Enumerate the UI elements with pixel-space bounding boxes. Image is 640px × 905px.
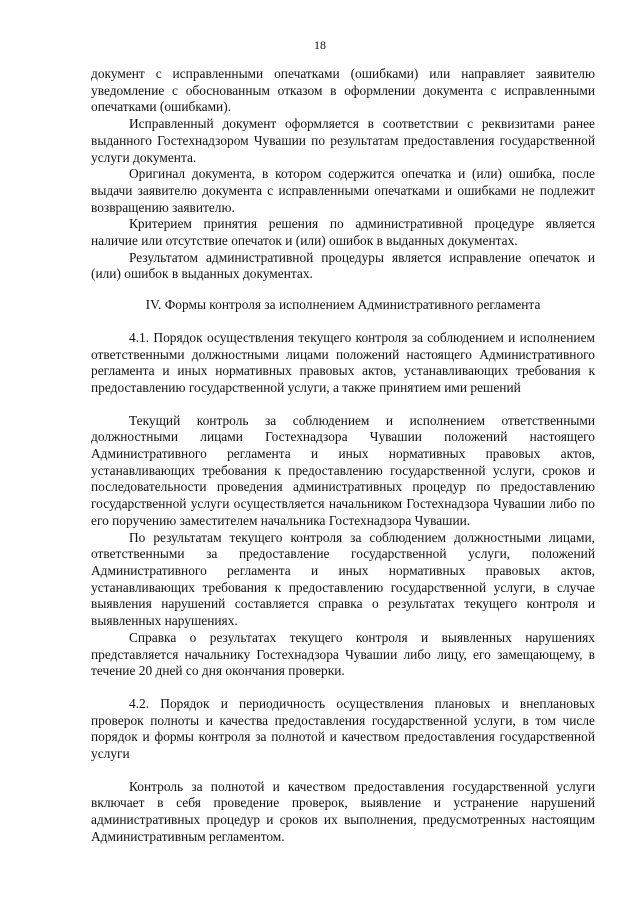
- paragraph: Исправленный документ оформляется в соответствии с реквизитами ранее выданного Гостехнадзором Чувашии по результатам предоставления государственной услуги документа.: [91, 116, 595, 165]
- paragraph: Текущий контроль за соблюдением и исполнением ответственными должностными лицами Гостехнадзора Чувашии положений настоящего Административного регламента и иных нормативных правовых актов, устанавливающих требования к предоставлению государственной услуги, сроков и последовательности проведения административных процедур по предоставлению государственной услуги осуществляется начальником Гостехнадзора Чувашии либо по его поручению заместителем начальника Гостехнадзора Чувашии.: [91, 412, 595, 528]
- subsection-heading: 4.2. Порядок и периодичность осуществления плановых и внеплановых проверок полноты и качества предоставления государственной услуги, в том числе порядок и формы контроля за полнотой и качеством предоставления государственной услуги: [91, 695, 595, 762]
- section-heading: IV. Формы контроля за исполнением Административного регламента: [145, 297, 541, 313]
- paragraph: документ с исправленными опечатками (ошибками) или направляет заявителю уведомление с обоснованным отказом в оформлении документа с исправленными опечатками (ошибками).: [91, 66, 595, 115]
- paragraph: Контроль за полнотой и качеством предоставления государственной услуги включает в себя проведение проверок, выявление и устранение нарушений административных процедур и сроков их выполнения, предусмотренных настоящим Административным регламентом.: [91, 778, 595, 844]
- document-body: [91, 66, 595, 846]
- paragraph: Критерием принятия решения по административной процедуре является наличие или отсутствие опечаток и (или) ошибок в выданных документах.: [91, 216, 595, 249]
- paragraph: По результатам текущего контроля за соблюдением должностными лицами, ответственными за предоставление государственной услуги, положений Административного регламента и иных нормативных правовых актов, устанавливающих требования к предоставлению государственной услуги, в случае выявления нарушений составляется справка о результатах текущего контроля и выявленных нарушениях.: [91, 529, 595, 629]
- paragraph: Справка о результатах текущего контроля и выявленных нарушениях представляется начальнику Гостехнадзора Чувашии либо лицу, его замещающему, в течение 20 дней со дня окончания проверки.: [91, 629, 595, 679]
- paragraph: Оригинал документа, в котором содержится опечатка и (или) ошибка, после выдачи заявителю документа с исправленными опечатками и ошибками не подлежит возвращению заявителю.: [91, 166, 595, 215]
- page-number: 18: [314, 38, 326, 52]
- subsection-heading: 4.1. Порядок осуществления текущего контроля за соблюдением и исполнением ответственными должностными лицами положений настоящего Административного регламента и иных нормативных правовых актов, устанавливающих требования к предоставлению государственной услуги, а также принятием ими решений: [91, 329, 595, 395]
- paragraph: Результатом административной процедуры является исправление опечаток и (или) ошибок в выданных документах.: [91, 249, 595, 282]
